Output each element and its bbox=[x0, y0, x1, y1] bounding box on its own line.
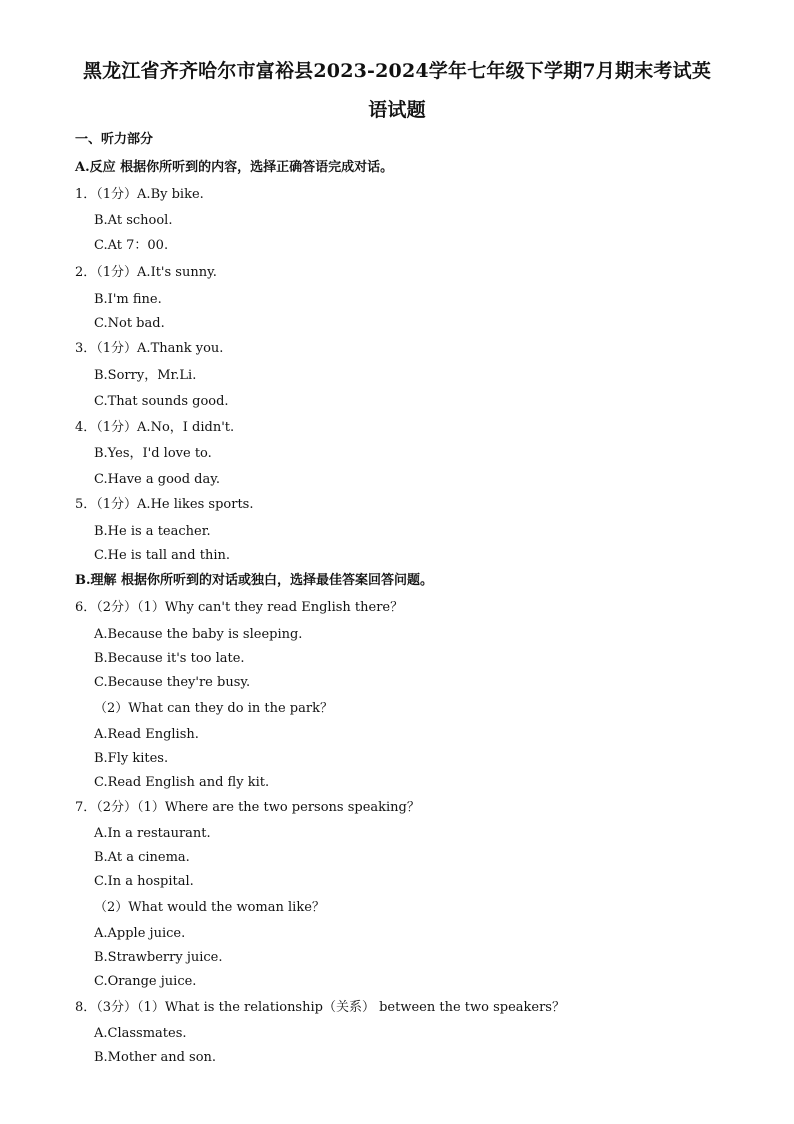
exam-title-line2: 语试题 bbox=[368, 99, 426, 121]
question-1: 1．（1分）A.By bike. bbox=[75, 187, 204, 202]
question-4: 4．（1分）A.No，I didn't. bbox=[75, 420, 235, 435]
question-1-option-c: C.At 7：00. bbox=[94, 238, 169, 253]
question-2-option-c: C.Not bad. bbox=[94, 316, 165, 331]
question-8-option-b: B.Mother and son. bbox=[94, 1050, 217, 1065]
part-b-instruction: B.理解 根据你所听到的对话或独白，选择最佳答案回答问题。 bbox=[75, 573, 434, 588]
question-6-subquestion-2: （2）What can they do in the park？ bbox=[94, 701, 333, 716]
question-7-sub2-option-a: A.Apple juice. bbox=[94, 926, 186, 941]
question-6-sub2-option-b: B.Fly kites. bbox=[94, 751, 169, 766]
question-3: 3．（1分）A.Thank you. bbox=[75, 341, 224, 356]
question-1-option-b: B.At school. bbox=[94, 213, 173, 228]
question-7-option-c: C.In a hospital. bbox=[94, 874, 194, 889]
question-3-option-c: C.That sounds good. bbox=[94, 394, 229, 409]
part-a-instruction: A.反应 根据你所听到的内容，选择正确答语完成对话。 bbox=[75, 160, 394, 175]
question-5-option-c: C.He is tall and thin. bbox=[94, 548, 230, 563]
question-6-sub2-option-a: A.Read English. bbox=[94, 727, 199, 742]
question-2-option-b: B.I'm fine. bbox=[94, 292, 162, 307]
question-7-subquestion-2: （2）What would the woman like？ bbox=[94, 900, 325, 915]
question-8-option-a: A.Classmates. bbox=[94, 1026, 187, 1041]
question-6-option-c: C.Because they're busy. bbox=[94, 675, 251, 690]
question-8: 8．（3分）（1）What is the relationship（关系） between the two speakers？ bbox=[75, 1000, 565, 1015]
question-6: 6．（2分）（1）Why can't they read English there？ bbox=[75, 600, 404, 615]
question-7-sub2-option-b: B.Strawberry juice. bbox=[94, 950, 223, 965]
question-3-option-b: B.Sorry，Mr.Li. bbox=[94, 368, 197, 383]
question-4-option-b: B.Yes，I'd love to. bbox=[94, 446, 212, 461]
question-7-sub2-option-c: C.Orange juice. bbox=[94, 974, 197, 989]
question-7-option-a: A.In a restaurant. bbox=[94, 826, 211, 841]
question-7: 7．（2分）（1）Where are the two persons speaking？ bbox=[75, 800, 420, 815]
question-6-option-a: A.Because the baby is sleeping. bbox=[94, 627, 303, 642]
question-2: 2．（1分）A.It's sunny. bbox=[75, 265, 217, 280]
section-heading-listening: 一、听力部分 bbox=[75, 132, 154, 147]
question-5: 5．（1分）A.He likes sports. bbox=[75, 497, 254, 512]
question-5-option-b: B.He is a teacher. bbox=[94, 524, 211, 539]
question-4-option-c: C.Have a good day. bbox=[94, 472, 221, 487]
question-6-sub2-option-c: C.Read English and fly kit. bbox=[94, 775, 270, 790]
question-6-option-b: B.Because it's too late. bbox=[94, 651, 245, 666]
question-7-option-b: B.At a cinema. bbox=[94, 850, 190, 865]
exam-title-line1: 黑龙江省齐齐哈尔市富裕县2023-2024学年七年级下学期7月期末考试英 bbox=[82, 60, 712, 82]
